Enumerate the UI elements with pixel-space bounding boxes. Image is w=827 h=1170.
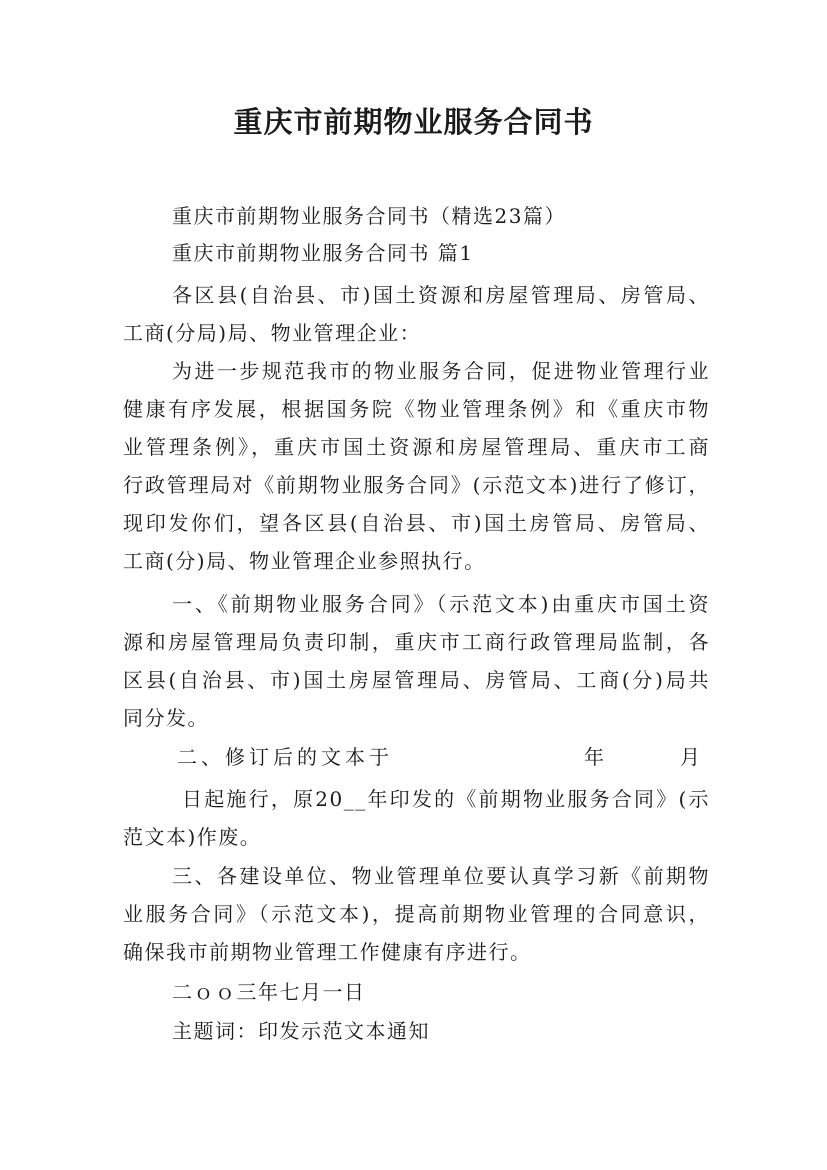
text-line: 各区县(自治县、市)国土资源和房屋管理局、房管局、 xyxy=(172,283,710,307)
text-line: 三、各建设单位、物业管理单位要认真学习新《前期物 xyxy=(172,864,710,888)
text-line: 同分发。 xyxy=(123,706,209,730)
subtitle-line: 重庆市前期物业服务合同书（精选23篇） xyxy=(172,204,566,228)
text-line: 工商(分)局、物业管理企业参照执行。 xyxy=(123,549,486,573)
text-line: 源和房屋管理局负责印制，重庆市工商行政管理局监制，各 xyxy=(123,630,710,654)
text-line: 现印发你们，望各区县(自治县、市)国土房管局、房管局、 xyxy=(123,511,710,535)
text-line: 工商(分局)局、物业管理企业： xyxy=(123,321,422,345)
text-line: 二、修订后的文本于 xyxy=(177,745,393,769)
text-line: 确保我市前期物业管理工作健康有序进行。 xyxy=(123,940,532,964)
document-title: 重庆市前期物业服务合同书 xyxy=(233,105,594,139)
text-line: 范文本)作废。 xyxy=(123,825,262,849)
text-line: 业管理条例》，重庆市国土资源和房屋管理局、重庆市工商 xyxy=(123,435,710,459)
month-label: 月 xyxy=(680,745,702,769)
year-label: 年 xyxy=(584,745,606,769)
text-line: 为进一步规范我市的物业服务合同，促进物业管理行业 xyxy=(172,359,710,383)
text-line: 行政管理局对《前期物业服务合同》(示范文本)进行了修订， xyxy=(123,473,710,497)
date-line: 二ｏｏ三年七月一日 xyxy=(172,980,366,1004)
text-line: 区县(自治县、市)国土房屋管理局、房管局、工商(分)局共 xyxy=(123,668,710,692)
text-line: 日起施行，原20__年印发的《前期物业服务合同》(示 xyxy=(182,787,710,811)
section-heading: 重庆市前期物业服务合同书 篇1 xyxy=(172,241,474,265)
text-line: 健康有序发展，根据国务院《物业管理条例》和《重庆市物 xyxy=(123,397,710,421)
text-line: 一、《前期物业服务合同》（示范文本)由重庆市国土资 xyxy=(172,592,710,616)
subject-line: 主题词：印发示范文本通知 xyxy=(172,1019,430,1043)
text-line: 业服务合同》（示范文本)，提高前期物业管理的合同意识， xyxy=(123,902,710,926)
